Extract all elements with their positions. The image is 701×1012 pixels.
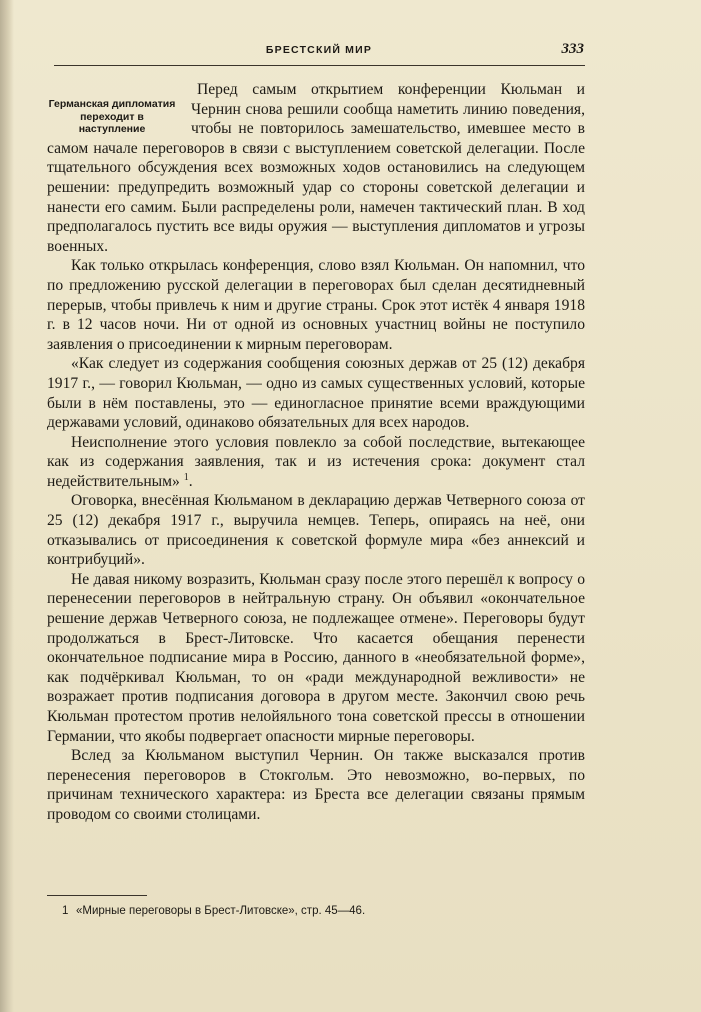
page-binding-shadow — [0, 0, 14, 1012]
paragraph-7: Вслед за Кюльманом выступил Чернин. Он также высказался против перенесения переговоров в Стокгольм. Это невозможно, во-первых, по причинам технического характера: из Бреста все делегации связаны прямым проводом со своими столицами. — [47, 747, 585, 823]
paragraph-2: Как только открылась конференция, слово взял Кюльман. Он напомнил, что по предложению русской делегации в переговорах был сделан десятидневный перерыв, чтобы привлечь к ним и другие страны. Срок этот истёк 4 января 1918 г. в 12 часов ночи. Ни от одной из основных участниц войны не поступило заявления о присоединении к мирным переговорам. — [47, 257, 585, 353]
footnote-reference: 1 — [183, 471, 189, 483]
header-rule — [54, 65, 585, 66]
paragraph-3: «Как следует из содержания сообщения союзных держав от 25 (12) декабря 1917 г., — говорил Кюльман, — одно из самых существенных условий, которые были в нём поставлены, это — единогласное принятие всеми враждующими державами условий, одинаково обязательных для всех народов. — [47, 355, 585, 432]
footnote-rule — [47, 895, 147, 896]
running-title: БРЕСТСКИЙ МИР — [265, 44, 373, 56]
footnote-text: «Мирные переговоры в Брест-Литовске», стр. 45—46. — [76, 905, 366, 917]
paragraph-1: Перед самым открытием конференции Кюльман и Чернин снова решили сообща наметить линию поведения, чтобы не повторилось замешательство, имевшее место в самом начале переговоров в связи с выступлением советской делегации. После тщательного обсуждения всех возможных ходов остановились на следующем решении: предупредить возможный удар со стороны советской делегации и нанести его самим. Были распределены роли, намечен тактический план. В ход предполагалось пустить все виды оружия — выступления дипломатов и угрозы военных. — [47, 81, 585, 255]
body-text — [47, 80, 585, 825]
page-number: 333 — [561, 41, 584, 57]
paragraph-4: Неисполнение этого условия повлекло за собой последствие, вытекающее как из содержания заявления, так и из истечения срока: документ стал недействительным» $^1$. — [47, 433, 585, 490]
paragraph-5: Оговорка, внесённая Кюльманом в декларацию держав Четверного союза от 25 (12) декабря 1917 г., выручила немцев. Теперь, опираясь на неё, они отказывались от присоединения к советской формуле мира «без аннексий и контрибуций». — [47, 492, 585, 569]
running-head — [54, 41, 584, 63]
footnote-marker: 1 — [62, 905, 69, 917]
footnote — [62, 904, 562, 919]
marginal-note: Германская дипломатия переходит в наступление — [48, 98, 176, 135]
paragraph-6: Не давая никому возразить, Кюльман сразу после этого перешёл к вопросу о перенесении переговоров в нейтральную страну. Он объявил «окончательное решение держав Четверного союза, не подлежащее отмене». Переговоры будут продолжаться в Брест-Литовске. Что касается обещания перенести окончательное подписание мира в Россию, данного в «необязательной форме», как подчёркивал Кюльман, то он «ради международной вежливости» не возражает против подписания договора в другом месте. Закончил свою речь Кюльман протестом против нелойяльного тона советской прессы в отношении Германии, что якобы подвергает опасности мирные переговоры. — [47, 570, 585, 745]
